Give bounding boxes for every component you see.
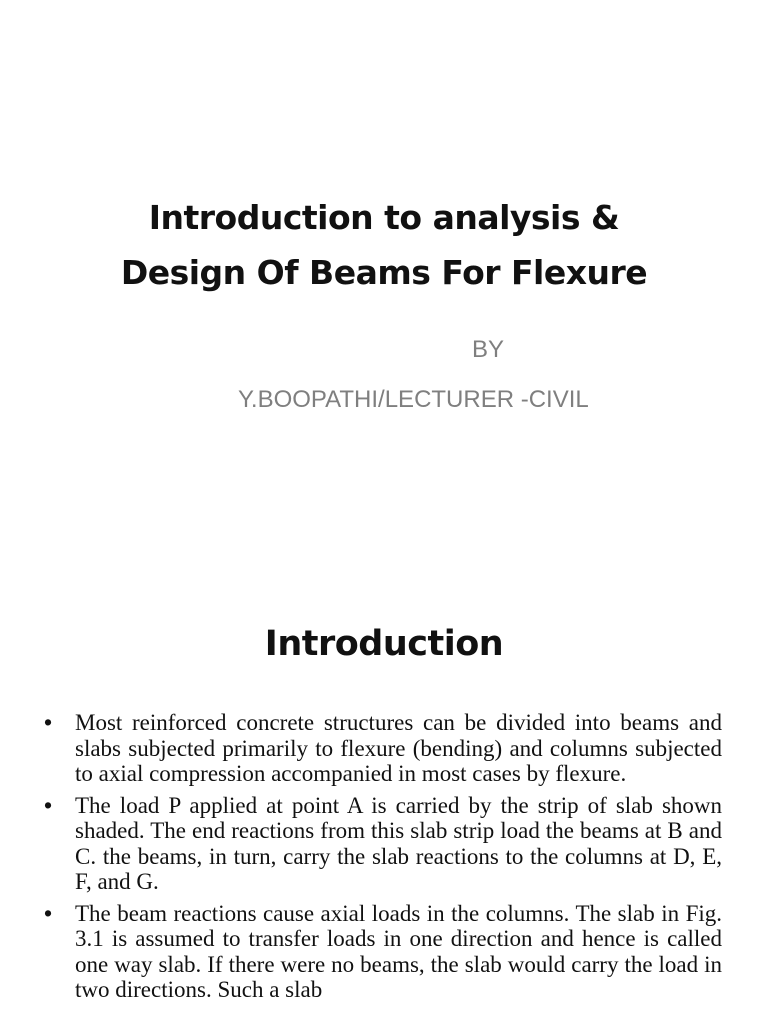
- bullet-text: Most reinforced concrete structures can be divided into beams and slabs subjected primarily to flexure (bending) and columns subjected to axial compression accompanied in most cases by flexure.: [75, 710, 722, 786]
- bullet-icon: •: [44, 791, 53, 818]
- author-name: Y.BOOPATHI/LECTURER -CIVIL: [238, 386, 589, 413]
- bullet-item: [44, 793, 722, 895]
- title-line-2: Design Of Beams For Flexure: [120, 253, 648, 292]
- presentation-title: [0, 190, 768, 300]
- bullet-list: [44, 710, 722, 1009]
- bullet-text: The beam reactions cause axial loads in the columns. The slab in Fig. 3.1 is assumed to transfer loads in one direction and hence is called one way slab. If there were no beams, the slab would carry the load in two directions. Such a slab: [75, 900, 722, 1002]
- bullet-text: The load P applied at point A is carried by the strip of slab shown shaded. The end reactions from this slab strip load the beams at B and C. the beams, in turn, carry the slab reactions to the columns at D, E, F, and G.: [75, 792, 722, 894]
- bullet-item: [44, 710, 722, 787]
- bullet-item: [44, 901, 722, 1003]
- introduction-slide: [0, 576, 768, 1024]
- bullet-icon: •: [44, 899, 53, 926]
- slide-heading: Introduction: [264, 624, 504, 664]
- title-line-1: Introduction to analysis &: [148, 198, 620, 237]
- by-label: BY: [472, 336, 505, 363]
- bullet-icon: •: [44, 709, 53, 735]
